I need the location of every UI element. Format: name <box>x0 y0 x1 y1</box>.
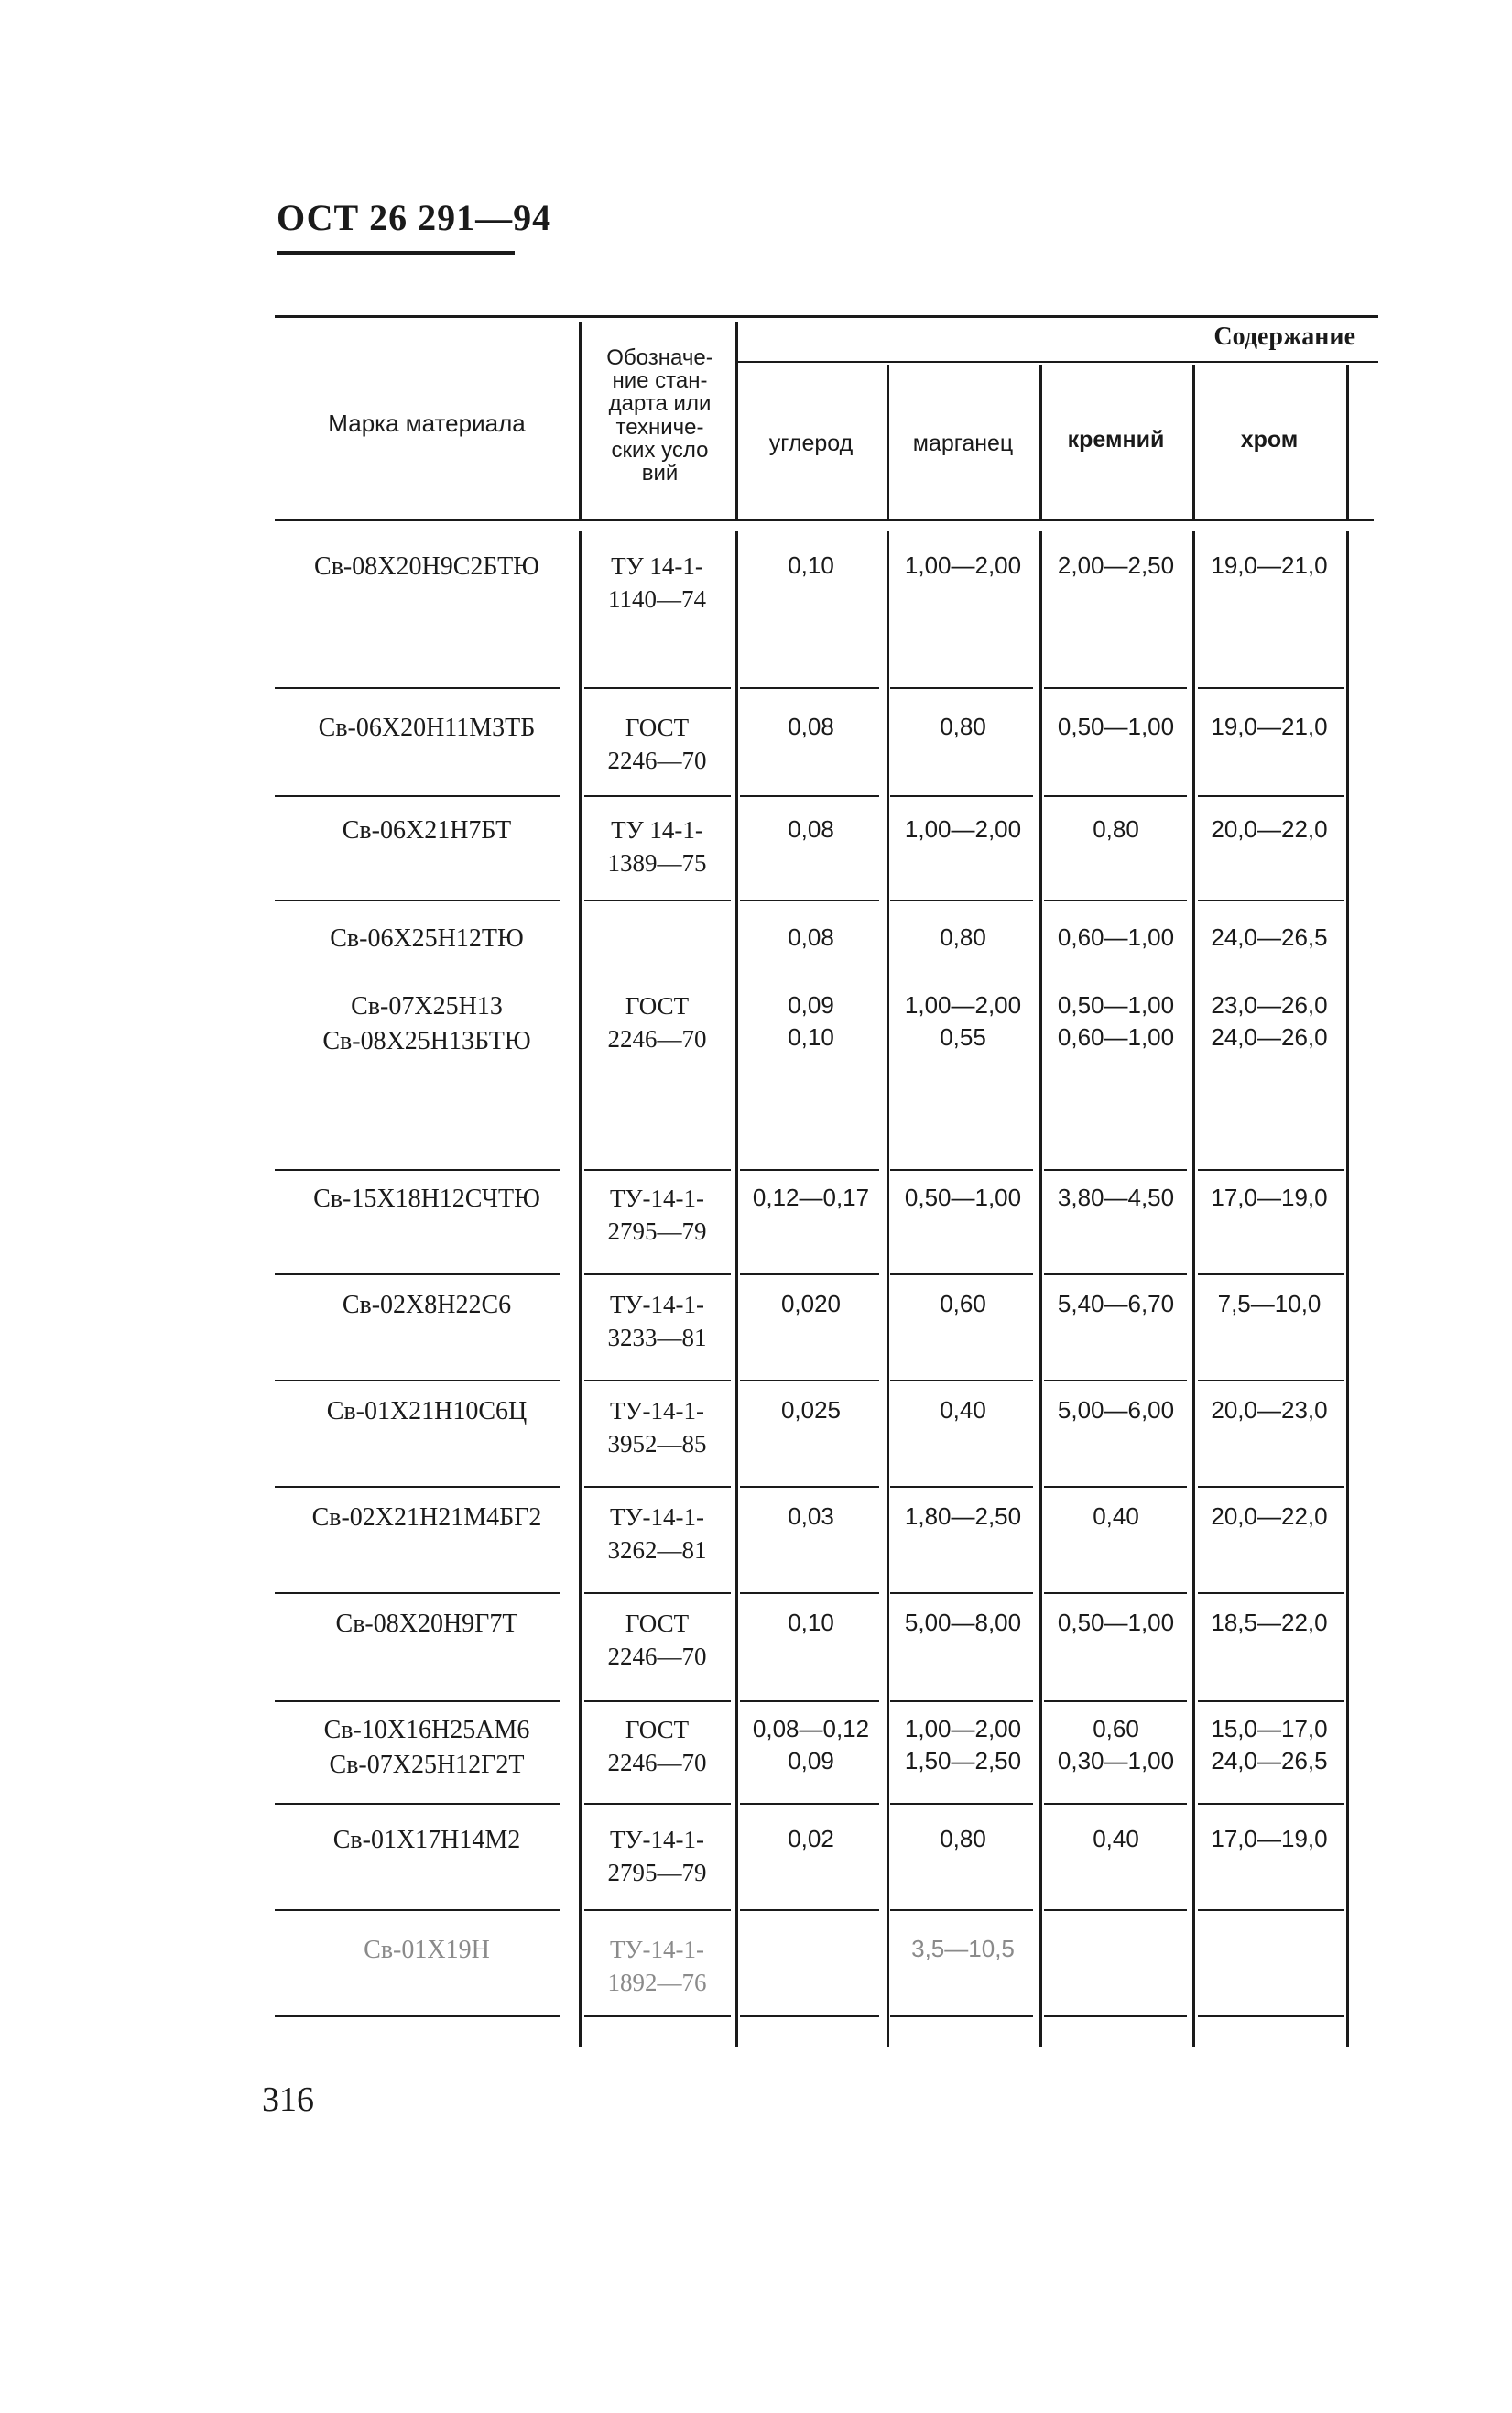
row-separator-manganese-10 <box>890 1909 1033 1911</box>
row-separator-carbon-7 <box>740 1592 879 1594</box>
row-separator-silicon-8 <box>1044 1700 1187 1702</box>
row-separator-material-1 <box>275 795 560 797</box>
cell-silicon: 0,80 <box>1093 815 1139 843</box>
row-separator-chromium-1 <box>1198 795 1344 797</box>
row-separator-manganese-0 <box>890 687 1033 689</box>
row-separator-manganese-4 <box>890 1273 1033 1275</box>
cell-silicon: 0,50—1,00 <box>1057 713 1175 740</box>
row-separator-carbon-11 <box>740 2015 879 2017</box>
row-separator-chromium-9 <box>1198 1803 1344 1805</box>
cell-chromium: 20,0—23,0 <box>1211 1396 1328 1424</box>
row-separator-silicon-7 <box>1044 1592 1187 1594</box>
row-separator-standard-6 <box>584 1486 731 1488</box>
cell-standard: ГОСТ 2246—70 <box>607 1610 707 1671</box>
cell-chromium: 7,5—10,0 <box>1217 1290 1322 1317</box>
cell-standard: ГОСТ 2246—70 <box>607 714 707 775</box>
table-top-rule <box>275 315 1378 318</box>
row-separator-material-11 <box>275 2015 560 2017</box>
row-separator-standard-5 <box>584 1380 731 1381</box>
cell-standard: ТУ-14-1- 3233—81 <box>607 1291 707 1352</box>
cell-standard: ГОСТ 2246—70 <box>607 1716 707 1777</box>
row-separator-material-6 <box>275 1486 560 1488</box>
cell-material: Св-06Х21Н7БТ <box>342 816 512 845</box>
row-separator-carbon-10 <box>740 1909 879 1911</box>
cell-material: Св-08Х20Н9Г7Т <box>335 1610 518 1638</box>
row-separator-manganese-7 <box>890 1592 1033 1594</box>
cell-silicon: 0,40 <box>1093 1825 1139 1852</box>
cell-material: Св-01Х17Н14М2 <box>332 1826 521 1854</box>
row-separator-manganese-3 <box>890 1169 1033 1171</box>
row-separator-silicon-4 <box>1044 1273 1187 1275</box>
row-separator-carbon-4 <box>740 1273 879 1275</box>
cell-material: Св-08Х20Н9С2БТЮ <box>314 552 539 581</box>
cell-carbon: 0,020 <box>780 1290 842 1317</box>
header-divider-1 <box>579 322 582 519</box>
cell-manganese: 0,80 <box>940 713 986 740</box>
row-separator-silicon-0 <box>1044 687 1187 689</box>
cell-chromium: 18,5—22,0 <box>1211 1609 1328 1636</box>
cell-carbon: 0,02 <box>788 1825 834 1852</box>
row-separator-chromium-2 <box>1198 900 1344 901</box>
cell-material: Св-01Х21Н10С6Ц <box>326 1397 528 1425</box>
cell-manganese: 0,50—1,00 <box>904 1184 1022 1211</box>
row-separator-material-3 <box>275 1169 560 1171</box>
row-separator-standard-10 <box>584 1909 731 1911</box>
row-separator-material-5 <box>275 1380 560 1381</box>
column-header-chromium: хром <box>1240 427 1299 453</box>
cell-material: Св-02Х21Н21М4БГ2 <box>311 1503 542 1532</box>
cell-chromium: 24,0—26,5 <box>1211 923 1328 951</box>
row-separator-material-9 <box>275 1803 560 1805</box>
cell-silicon: 0,60—1,00 <box>1057 923 1175 951</box>
row-separator-chromium-11 <box>1198 2015 1344 2017</box>
row-separator-carbon-3 <box>740 1169 879 1171</box>
cell-chromium: 19,0—21,0 <box>1211 713 1328 740</box>
header-divider-2 <box>735 322 738 519</box>
row-separator-manganese-6 <box>890 1486 1033 1488</box>
row-separator-standard-7 <box>584 1592 731 1594</box>
row-separator-carbon-5 <box>740 1380 879 1381</box>
row-separator-silicon-11 <box>1044 2015 1187 2017</box>
cell-carbon: 0,025 <box>780 1396 842 1424</box>
cell-manganese: 0,80 <box>940 1825 986 1852</box>
cell-manganese: 1,80—2,50 <box>904 1502 1022 1530</box>
row-separator-chromium-5 <box>1198 1380 1344 1381</box>
row-separator-carbon-2 <box>740 900 879 901</box>
cell-material: Св-01Х19Н <box>364 1936 490 1964</box>
cell-standard: ТУ-14-1- 2795—79 <box>607 1826 707 1887</box>
row-separator-carbon-1 <box>740 795 879 797</box>
cell-standard: ТУ 14-1- 1140—74 <box>608 552 706 614</box>
row-separator-standard-2 <box>584 900 731 901</box>
cell-carbon: 0,10 <box>788 551 834 579</box>
cell-manganese: 1,00—2,00 <box>904 551 1022 579</box>
cell-silicon: 0,60 0,30—1,00 <box>1057 1715 1175 1775</box>
page-number: 316 <box>262 2080 314 2119</box>
cell-silicon: 0,50—1,00 <box>1057 1609 1175 1636</box>
group-header-label: Содержание <box>1213 322 1355 351</box>
cell-standard: ТУ-14-1- 2795—79 <box>607 1185 707 1246</box>
row-separator-material-2 <box>275 900 560 901</box>
cell-standard: ГОСТ 2246—70 <box>607 992 707 1054</box>
cell-chromium: 20,0—22,0 <box>1211 1502 1328 1530</box>
header-bottom-rule <box>275 519 1374 521</box>
cell-silicon: 2,00—2,50 <box>1057 551 1175 579</box>
cell-material: Св-15Х18Н12СЧТЮ <box>313 1185 540 1213</box>
cell-carbon: 0,08 <box>788 815 834 843</box>
cell-carbon: 0,08 <box>788 923 834 951</box>
body-divider-6 <box>1346 531 1349 2047</box>
cell-manganese: 3,5—10,5 <box>911 1935 1015 1962</box>
cell-chromium: 23,0—26,0 24,0—26,0 <box>1211 991 1328 1052</box>
row-separator-manganese-1 <box>890 795 1033 797</box>
row-separator-material-0 <box>275 687 560 689</box>
row-separator-manganese-8 <box>890 1700 1033 1702</box>
row-separator-chromium-3 <box>1198 1169 1344 1171</box>
row-separator-silicon-6 <box>1044 1486 1187 1488</box>
cell-carbon: 0,08—0,12 0,09 <box>752 1715 870 1775</box>
cell-manganese: 1,00—2,00 <box>904 815 1022 843</box>
row-separator-standard-8 <box>584 1700 731 1702</box>
cell-material: Св-02Х8Н22С6 <box>342 1291 512 1319</box>
row-separator-silicon-1 <box>1044 795 1187 797</box>
row-separator-carbon-9 <box>740 1803 879 1805</box>
row-separator-chromium-4 <box>1198 1273 1344 1275</box>
cell-silicon: 5,00—6,00 <box>1057 1396 1175 1424</box>
cell-silicon: 0,50—1,00 0,60—1,00 <box>1057 991 1175 1052</box>
cell-standard: ТУ 14-1- 1389—75 <box>607 816 707 878</box>
cell-material: Св-06Х20Н11М3ТБ <box>318 714 536 742</box>
row-separator-standard-3 <box>584 1169 731 1171</box>
cell-carbon: 0,09 0,10 <box>788 991 834 1052</box>
group-header-rule <box>735 361 1378 363</box>
row-separator-silicon-9 <box>1044 1803 1187 1805</box>
cell-material: Св-10Х16Н25АМ6 Св-07Х25Н12Г2Т <box>323 1716 530 1779</box>
row-separator-material-7 <box>275 1592 560 1594</box>
row-separator-carbon-6 <box>740 1486 879 1488</box>
row-separator-material-10 <box>275 1909 560 1911</box>
cell-carbon: 0,03 <box>788 1502 834 1530</box>
cell-chromium: 20,0—22,0 <box>1211 815 1328 843</box>
row-separator-carbon-8 <box>740 1700 879 1702</box>
row-separator-standard-11 <box>584 2015 731 2017</box>
row-separator-silicon-10 <box>1044 1909 1187 1911</box>
cell-standard: ТУ-14-1- 1892—76 <box>607 1936 707 1997</box>
cell-manganese: 5,00—8,00 <box>904 1609 1022 1636</box>
row-separator-material-8 <box>275 1700 560 1702</box>
row-separator-carbon-0 <box>740 687 879 689</box>
cell-standard: ТУ-14-1- 3952—85 <box>607 1397 707 1458</box>
row-separator-chromium-0 <box>1198 687 1344 689</box>
header-underline <box>277 251 515 255</box>
row-separator-silicon-3 <box>1044 1169 1187 1171</box>
cell-silicon: 5,40—6,70 <box>1057 1290 1175 1317</box>
row-separator-standard-9 <box>584 1803 731 1805</box>
row-separator-standard-1 <box>584 795 731 797</box>
column-header-material: Марка материала <box>328 409 526 437</box>
row-separator-manganese-9 <box>890 1803 1033 1805</box>
cell-manganese: 1,00—2,00 1,50—2,50 <box>904 1715 1022 1775</box>
column-header-silicon: кремний <box>1067 427 1165 453</box>
cell-standard: ТУ-14-1- 3262—81 <box>607 1503 707 1565</box>
column-header-manganese: марганец <box>912 431 1014 456</box>
cell-material: Св-07Х25Н13 Св-08Х25Н13БТЮ <box>322 992 531 1055</box>
cell-manganese: 0,60 <box>940 1290 986 1317</box>
row-separator-material-4 <box>275 1273 560 1275</box>
cell-manganese: 0,40 <box>940 1396 986 1424</box>
row-separator-standard-4 <box>584 1273 731 1275</box>
document-code: ОСТ 26 291—94 <box>277 197 552 238</box>
row-separator-chromium-8 <box>1198 1700 1344 1702</box>
cell-carbon: 0,08 <box>788 713 834 740</box>
cell-manganese: 1,00—2,00 0,55 <box>904 991 1022 1052</box>
cell-chromium: 15,0—17,0 24,0—26,5 <box>1211 1715 1328 1775</box>
row-separator-standard-0 <box>584 687 731 689</box>
cell-carbon: 0,10 <box>788 1609 834 1636</box>
cell-silicon: 3,80—4,50 <box>1057 1184 1175 1211</box>
cell-material: Св-06Х25Н12ТЮ <box>330 924 524 953</box>
cell-carbon: 0,12—0,17 <box>752 1184 870 1211</box>
row-separator-manganese-11 <box>890 2015 1033 2017</box>
row-separator-chromium-10 <box>1198 1909 1344 1911</box>
column-header-standard: Обозначе- ние стан- дарта или техниче- ских усло вий <box>606 345 713 486</box>
header-divider-6 <box>1346 365 1349 519</box>
row-separator-manganese-5 <box>890 1380 1033 1381</box>
row-separator-silicon-5 <box>1044 1380 1187 1381</box>
cell-chromium: 17,0—19,0 <box>1211 1184 1328 1211</box>
row-separator-silicon-2 <box>1044 900 1187 901</box>
cell-manganese: 0,80 <box>940 923 986 951</box>
cell-silicon: 0,40 <box>1093 1502 1139 1530</box>
column-header-carbon: углерод <box>768 431 854 456</box>
row-separator-chromium-6 <box>1198 1486 1344 1488</box>
row-separator-chromium-7 <box>1198 1592 1344 1594</box>
row-separator-manganese-2 <box>890 900 1033 901</box>
cell-chromium: 17,0—19,0 <box>1211 1825 1328 1852</box>
cell-chromium: 19,0—21,0 <box>1211 551 1328 579</box>
